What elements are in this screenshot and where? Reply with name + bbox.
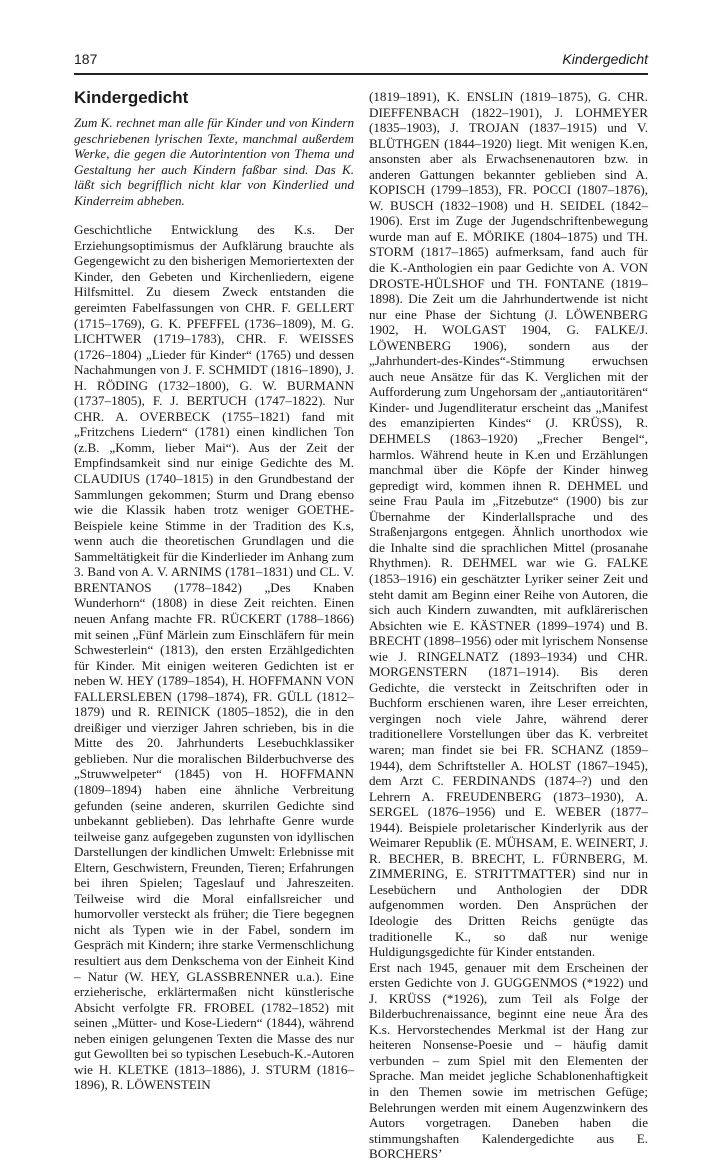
left-column [74, 88, 354, 1093]
body-paragraph-history: Geschichtliche Entwicklung des K.s. Der Erziehungsoptimismus der Aufklärung brauchte als Gegengewicht zu den bisherigen Memoriertexten der Kinder, den Gebeten und Kirchenliedern, eigene Hilfsmittel. Zu diesem Zweck entstanden die gereimten Fabelfassungen von CHR. F. GELLERT (1715–1769), G. K. PFEFFEL (1736–1809), M. G. LICHTWER (1719–1783), CHR. F. WEISSES (1726–1804) „Lieder für Kinder“ (1765) und dessen Nachahmungen von J. F. SCHMIDT (1816–1890), J. H. RÖDING (1732–1800), G. W. BURMANN (1737–1805), F. J. BERTUCH (1747–1822). Nur CHR. A. OVERBECK (1755–1821) fand mit „Fritzchens Liedern“ (1781) einen kindlichen Ton (z.B. „Komm, lieber Mai“). Aus der Zeit der Empfindsamkeit sind nur einige Gedichte des M. CLAUDIUS (1740–1815) in den Grundbestand der Sammlungen gekommen; Sturm und Drang ebenso wie die Klassik haben trotz weniger GOETHE-Beispiele keine Stimme in der Tradition des K.s, wenn auch die theoretischen Grundlagen und die Sammeltätigkeit für die Kinderlieder im Anhang zum 3. Band von A. V. ARNIMS (1781–1831) und CL. V. BRENTANOS (1778–1842) „Des Knaben Wunderhorn“ (1808) in diese Zeit reichten. Einen neuen Anfang machte FR. RÜCKERT (1788–1866) mit seinen „Fünf Märlein zum Einschläfern für mein Schwesterlein“ (1813), den ersten Erzählgedichten für Kinder. Mit einigen weiteren Gedichten ist er neben W. HEY (1789–1854), H. HOFFMANN VON FALLERSLEBEN (1798–1874), FR. GÜLL (1812–1879) und R. REINICK (1805–1852), die in den dreißiger und vierziger Jahren schrieben, bis in die Mitte des 20. Jahrhunderts Lesebuchklassiker geblieben. Nur die moralischen Bilderbuchverse des „Struwwelpeter“ (1845) von H. HOFFMANN (1809–1894) haben eine ähnliche Verbreitung gefunden (seine anderen, skurrilen Gedichte sind unbekannt geblieben). Das lehrhafte Genre wurde teilweise ganz aufgegeben zugunsten von idyllischen Darstellungen der kindlichen Umwelt: Erlebnisse mit Eltern, Geschwistern, Freunden, Tieren; Erfahrungen bei ihren Spielen; Tageslauf und Jahreszeiten. Teilweise wird die Moral einfallsreicher und humorvoller versteckt als früher; die Tiere begegnen nicht als Typen wie in der Fabel, sondern im Gespräch mit Kindern; ihre starke Vermenschlichung resultiert aus dem Denkschema von der Einheit Kind – Natur (W. HEY, GLASSBRENNER u.a.). Eine erzieherische, erklärtermaßen nicht künstlerische Absicht verfolgte FR. FROBEL (1782–1852) mit seinen „Mütter- und Kose-Liedern“ (1844), während neben einigen gelungenen Texten die Masse des nur gut Gewollten bei so typischen Lesebuch-K.-Autoren wie H. KLETKE (1813–1886), J. STURM (1816–1896), R. LÖWENSTEIN [74, 222, 354, 1093]
article-title: Kindergedicht [74, 88, 189, 107]
body-paragraph-continued: (1819–1891), K. ENSLIN (1819–1875), G. CHR. DIEFFENBACH (1822–1901), J. LOHMEYER (1835–1903), J. TROJAN (1837–1915) und V. BLÜTHGEN (1844–1920) liegt. Mit wenigen K.en, ansonsten aber als Erwachsenenautoren bzw. in anderen Gattungen bekannter geblieben sind A. KOPISCH (1799–1853), FR. POCCI (1807–1876), W. BUSCH (1832–1908) und H. SEIDEL (1842–1906). Erst im Zuge der Jugendschriftenbewegung wurde man auf E. MÖRIKE (1804–1875) und TH. STORM (1817–1865) aufmerksam, fand auch für die K.-Anthologien ein paar Gedichte von A. VON DROSTE-HÜLSHOF und TH. FONTANE (1819–1898). Die Zeit um die Jahrhundertwende ist nicht nur eine Phase der Sichtung (J. LÖWENBERG 1902, H. WOLGAST 1904, G. FALKE/J. LÖWENBERG 1906), sondern aus der „Jahrhundert-des-Kindes“-Stimmung erwuchsen auch neue Ansätze für das K. Verglichen mit der Aufforderung zum Ungehorsam der „antiautoritären“ Kinder- und Jugendliteratur erscheint das „Manifest des emanzipierten Kindes“ (J. KRÜSS), R. DEHMELS (1863–1920) „Frecher Bengel“, harmlos. Während heute in K.en und Erzählungen manchmal über die Köpfe der Kinder hinweg gepredigt wird, kommen ihnen R. DEHMEL und seine Frau Paula im „Fitzebutze“ (1900) bis zur Übernahme der Kinderlallsprache und des Straßenjargons entgegen. Ähnlich unorthodox wie die Inhalte sind die sprachlichen Mittel (prosanahe Rhythmen). R. DEHMEL war wie G. FALKE (1853–1916) ein geschätzter Lyriker seiner Zeit und steht damit am Beginn einer Reihe von Autoren, die sich auch Kindern zuwandten, mit aufklärerischen Absichten wie E. KÄSTNER (1899–1974) und B. BRECHT (1898–1956) oder mit lyrischem Nonsense wie J. RINGELNATZ (1893–1934) und CHR. MORGENSTERN (1871–1914). Bis deren Gedichte, die versteckt in Zeitschriften oder in Buchform erschienen waren, ihre Leser erreichten, vergingen noch viele Jahre, während derer traditionellere Vorstellungen über das K. verbreitet waren; man findet sie bei FR. SCHANZ (1859–1944), dem Schriftsteller A. HOLST (1867–1945), dem Arzt C. FERDINANDS (1874–?) und den Lehrern A. FREUDENBERG (1873–1930), A. SERGEL (1876–1956) und E. WEBER (1877–1944). Beispiele proletarischer Kinderlyrik aus der Weimarer Republik (E. MÜHSAM, E. WEINERT, J. R. BECHER, B. BRECHT, L. FÜRNBERG, M. ZIMMERING, E. STRITTMATTER) sind nur in Lesebüchern und Anthologien der DDR aufgenommen worden. Den Ansprüchen der Ideologie des Dritten Reichs genügte das traditionelle K., so daß nur wenige Huldigungsgedichte für Kinder entstanden. [369, 89, 648, 960]
page-header [74, 49, 648, 71]
right-column [369, 89, 648, 1162]
page-number: 187 [74, 51, 98, 67]
article-lead: Zum K. rechnet man alle für Kinder und von Kindern geschriebenen lyrischen Texte, manchmal außerdem Werke, die gegen die Autorintention von Thema und Gestaltung her auch Kindern faßbar sind. Das K. läßt sich begrifflich nicht klar von Kinderlied und Kinderreim abheben. [74, 115, 354, 208]
header-rule [74, 73, 648, 75]
running-head: Kindergedicht [562, 51, 648, 67]
body-paragraph-post-1945: Erst nach 1945, genauer mit dem Erscheinen der ersten Gedichte von J. GUGGENMOS (*1922) und J. KRÜSS (*1926), zum Teil als Folge der Bilderbuchrenaissance, beginnt eine neue Ära des K.s. Hervorstechendes Merkmal ist der Hang zur heiteren Nonsense-Poesie und – häufig damit verbunden – zum Spiel mit den Elementen der Sprache. Man meidet jegliche Schablonenhaftigkeit in den Themen sowie im metrischen Gefüge; Belehrungen werden mit einem Augenzwinkern des Autors vorgetragen. Daneben haben die stimmungshaften Kalendergedichte aus E. BORCHERS’ [369, 959, 648, 1162]
